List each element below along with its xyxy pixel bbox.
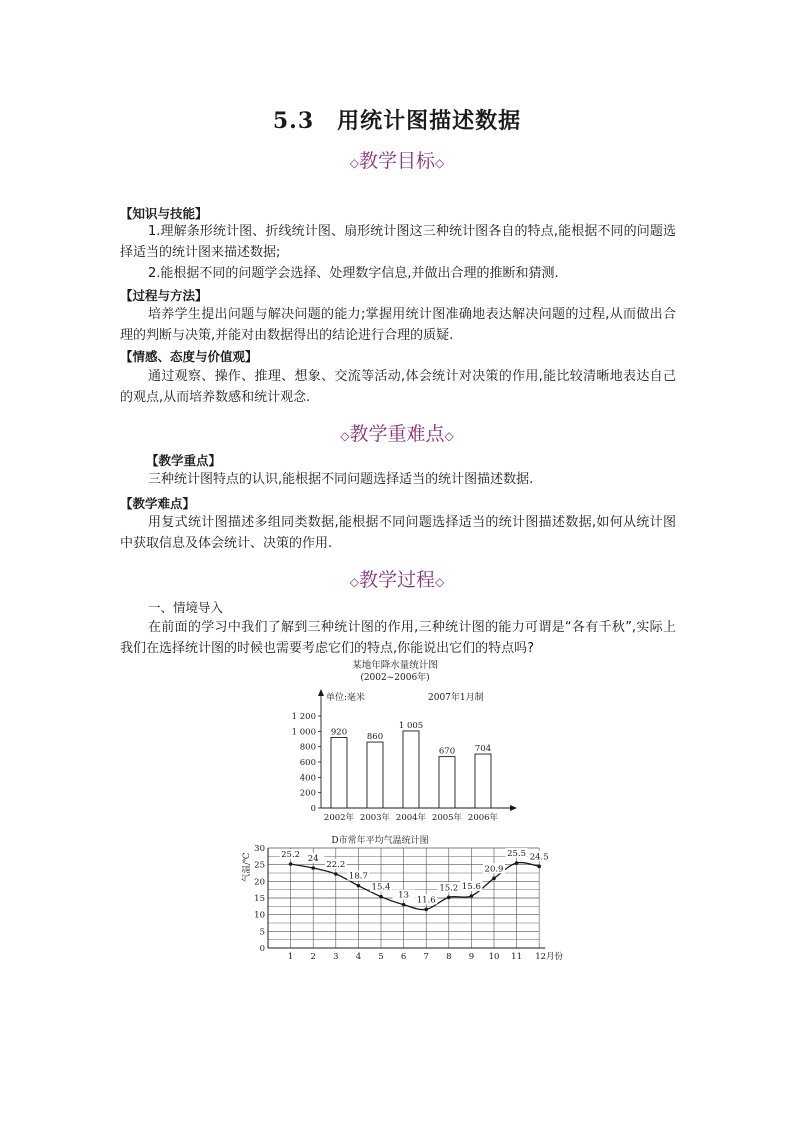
objectives-heading-text: 教学目标 xyxy=(358,150,435,172)
line-chart-x-tick-label: 11 xyxy=(511,952,523,962)
bar-chart-category-label: 2005年 xyxy=(431,813,463,823)
diamond-icon: ◇ xyxy=(435,575,445,589)
line-chart-y-tick-label: 10 xyxy=(254,910,265,921)
bar-chart-y-tick-label: 1 000 xyxy=(291,727,316,738)
line-chart-value-label: 15.4 xyxy=(371,882,391,893)
line-chart-x-tick-label: 9 xyxy=(468,952,475,962)
line-chart-point xyxy=(334,872,338,876)
difficult-point-paragraph: 用复式统计图描述多组同类数据,能根据不同问题选择适当的统计图描述数据,如何从统计图中获取信息及体会统计、决策的作用. xyxy=(120,515,676,551)
bar-chart-value-label: 704 xyxy=(474,744,492,755)
bar-chart-bar xyxy=(439,757,455,808)
process-method-paragraph: 培养学生提出问题与解决问题的能力;掌握用统计图准确地表达解决问题的过程,从而做出合理的判断与决策,并能对由数据得出的结论进行合理的质疑. xyxy=(120,307,676,343)
bar-chart-bar xyxy=(367,742,383,808)
scenario-intro-label: 一、情境导入 xyxy=(148,600,224,615)
line-chart-y-tick-label: 0 xyxy=(259,944,265,954)
line-chart-x-tick-label: 12月份 xyxy=(535,952,564,962)
line-chart-title: D市常年平均气温统计图 xyxy=(331,836,429,846)
line-chart-x-tick-label: 8 xyxy=(446,952,452,962)
line-chart-point xyxy=(402,903,406,907)
line-chart-value-label: 22.2 xyxy=(326,860,346,870)
knowledge-paragraph-2: 2.能根据不同的问题学会选择、处理数字信息,并做出合理的推断和猜测. xyxy=(148,266,559,281)
process-method-label: 【过程与方法】 xyxy=(120,288,208,303)
line-chart-x-tick-label: 4 xyxy=(355,952,362,962)
bar-chart-category-label: 2003年 xyxy=(359,813,391,823)
diamond-icon: ◇ xyxy=(349,156,359,170)
bar-chart-y-tick-label: 0 xyxy=(310,804,316,814)
line-chart-point xyxy=(492,877,496,881)
line-chart-y-tick-label: 5 xyxy=(259,927,265,938)
bar-chart-x-axis-arrow xyxy=(510,805,517,811)
bar-chart-category-label: 2002年 xyxy=(323,813,355,823)
diamond-icon: ◇ xyxy=(435,156,445,170)
bar-chart-bar xyxy=(403,731,419,808)
line-chart-value-label: 15.2 xyxy=(439,883,459,894)
bar-chart-y-axis-arrow xyxy=(318,689,324,696)
line-chart-x-tick-label: 2 xyxy=(310,952,316,962)
bar-chart-note: 2007年1月制 xyxy=(428,693,484,703)
line-chart-value-label: 13 xyxy=(398,890,410,901)
line-chart-value-label: 11.6 xyxy=(416,895,436,906)
line-chart-value-label: 25.2 xyxy=(281,850,301,860)
line-chart-value-label: 20.9 xyxy=(484,864,504,875)
difficult-point-label: 【教学难点】 xyxy=(120,496,196,511)
diamond-icon: ◇ xyxy=(340,429,350,443)
emotion-values-label: 【情感、态度与价值观】 xyxy=(120,349,258,364)
bar-chart-y-tick-label: 1 200 xyxy=(291,712,316,722)
process-heading-text: 教学过程 xyxy=(358,569,435,591)
diamond-icon: ◇ xyxy=(349,575,359,589)
line-chart-x-tick-label: 6 xyxy=(400,952,407,962)
line-chart-x-tick-label: 10 xyxy=(488,952,500,962)
bar-chart-value-label: 670 xyxy=(438,746,456,757)
line-chart-point xyxy=(379,895,383,899)
diamond-icon: ◇ xyxy=(444,429,454,443)
line-chart-y-tick-label: 25 xyxy=(254,860,265,871)
bar-chart-subtitle: (2002~2006年) xyxy=(360,673,430,683)
line-chart-y-label: 气温/℃ xyxy=(242,852,252,882)
line-chart-x-tick-label: 1 xyxy=(287,952,294,962)
precipitation-bar-chart xyxy=(270,656,520,828)
bar-chart-category-label: 2004年 xyxy=(395,813,427,823)
section-heading-objectives xyxy=(0,146,794,173)
section-heading-process xyxy=(0,565,794,592)
bar-chart-title: 某地年降水量统计图 xyxy=(352,660,438,671)
line-chart-point xyxy=(470,894,474,898)
line-chart-y-tick-label: 15 xyxy=(254,894,265,904)
line-chart-value-label: 18.7 xyxy=(348,871,368,882)
emotion-values-paragraph: 通过观察、操作、推理、想象、交流等活动,体会统计对决策的作用,能比较清晰地表达自己的观点,从而培养数感和统计观念. xyxy=(120,369,676,405)
bar-chart-category-label: 2006年 xyxy=(467,813,499,823)
line-chart-y-tick-label: 20 xyxy=(254,877,265,888)
bar-chart-y-tick-label: 400 xyxy=(299,773,316,784)
bar-chart-bar xyxy=(475,754,491,808)
line-chart-point xyxy=(311,866,315,870)
line-chart-value-label: 24 xyxy=(307,854,319,864)
line-chart-value-label: 24.5 xyxy=(529,852,549,863)
bar-chart-y-tick-label: 200 xyxy=(299,788,316,799)
keypoints-heading-text: 教学重难点 xyxy=(349,423,445,445)
bar-chart-y-tick-label: 600 xyxy=(299,758,316,768)
line-chart-y-tick-label: 30 xyxy=(254,844,265,854)
key-point-label: 【教学重点】 xyxy=(146,453,222,468)
line-chart-x-tick-label: 7 xyxy=(423,952,429,962)
line-chart-value-label: 25.5 xyxy=(507,849,527,859)
line-chart-point xyxy=(357,884,361,888)
line-chart-x-tick-label: 5 xyxy=(378,952,384,962)
scenario-intro-paragraph: 在前面的学习中我们了解到三种统计图的作用,三种统计图的能力可谓是“各有千秋”,实际上我们在选择统计图的时候也需要考虑它们的特点,你能说出它们的特点吗? xyxy=(120,620,676,656)
line-chart-value-label: 15.6 xyxy=(461,882,481,892)
section-heading-keypoints xyxy=(0,419,794,446)
lesson-title: 5.3 用统计图描述数据 xyxy=(272,108,522,134)
knowledge-skills-label: 【知识与技能】 xyxy=(120,206,208,221)
line-chart-point xyxy=(447,896,451,900)
temperature-line-chart xyxy=(230,832,570,966)
bar-chart-value-label: 860 xyxy=(366,732,384,743)
line-chart-point xyxy=(537,865,541,869)
line-chart-point xyxy=(289,862,293,866)
key-point-paragraph: 三种统计图特点的认识,能根据不同问题选择适当的统计图描述数据. xyxy=(148,472,534,487)
knowledge-paragraph-1: 1.理解条形统计图、折线统计图、扇形统计图这三种统计图各自的特点,能根据不同的问题选择适当的统计图来描述数据; xyxy=(120,224,676,260)
bar-chart-bar xyxy=(331,737,347,808)
bar-chart-y-tick-label: 800 xyxy=(299,742,316,753)
bar-chart-unit-label: 单位:毫米 xyxy=(326,693,366,703)
bar-chart-value-label: 920 xyxy=(330,727,348,738)
line-chart-point xyxy=(515,861,519,865)
bar-chart-value-label: 1 005 xyxy=(398,720,424,731)
line-chart-x-tick-label: 3 xyxy=(333,952,339,962)
line-chart-point xyxy=(424,908,428,912)
